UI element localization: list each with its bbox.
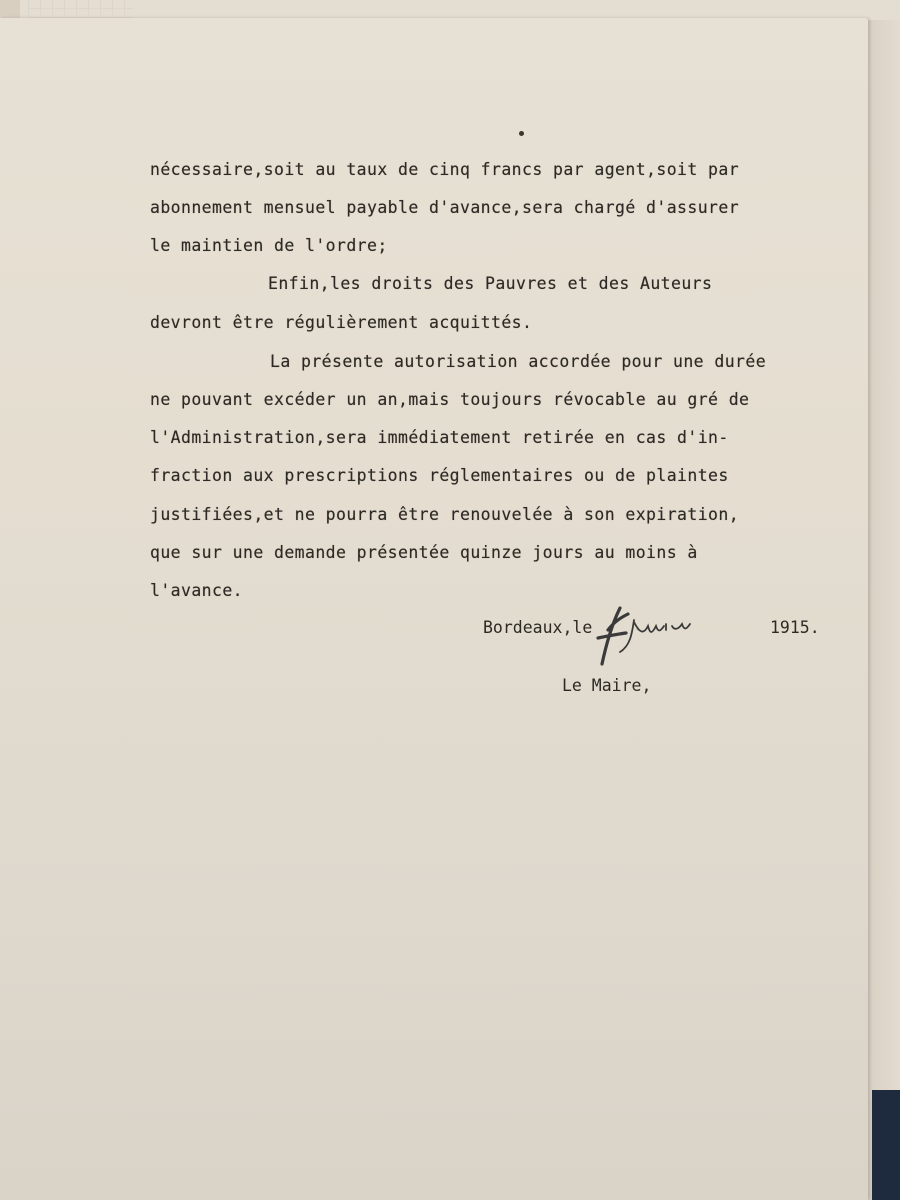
text-line: justifiées,et ne pourra être renouvelée à son expiration, <box>150 505 740 524</box>
text-line: l'Administration,sera immédiatement retirée en cas d'in- <box>150 428 729 447</box>
text-line: La présente autorisation accordée pour une durée <box>270 352 767 371</box>
handwritten-month: Juin <box>636 630 639 631</box>
text-line: Enfin,les droits des Pauvres et des Auteurs <box>268 274 713 293</box>
ink-dot <box>519 131 524 136</box>
text-line: abonnement mensuel payable d'avance,sera chargé d'assurer <box>150 198 740 217</box>
text-line: nécessaire,soit au taux de cinq francs par agent,soit par <box>150 160 740 179</box>
text-line: l'avance. <box>150 581 244 600</box>
desk-surface <box>872 1090 900 1200</box>
date-year: 1915. <box>770 618 820 637</box>
text-line: devront être régulièrement acquittés. <box>150 313 533 332</box>
document-page <box>0 18 868 1200</box>
signature-title: Le Maire, <box>562 676 652 695</box>
text-line: que sur une demande présentée quinze jours au moins à <box>150 543 698 562</box>
text-line: fraction aux prescriptions réglementaires ou de plaintes <box>150 466 729 485</box>
text-line: le maintien de l'ordre; <box>150 236 388 255</box>
handwritten-date <box>590 600 700 672</box>
text-line: ne pouvant excéder un an,mais toujours révocable au gré de <box>150 390 750 409</box>
place-label: Bordeaux,le <box>483 618 593 637</box>
